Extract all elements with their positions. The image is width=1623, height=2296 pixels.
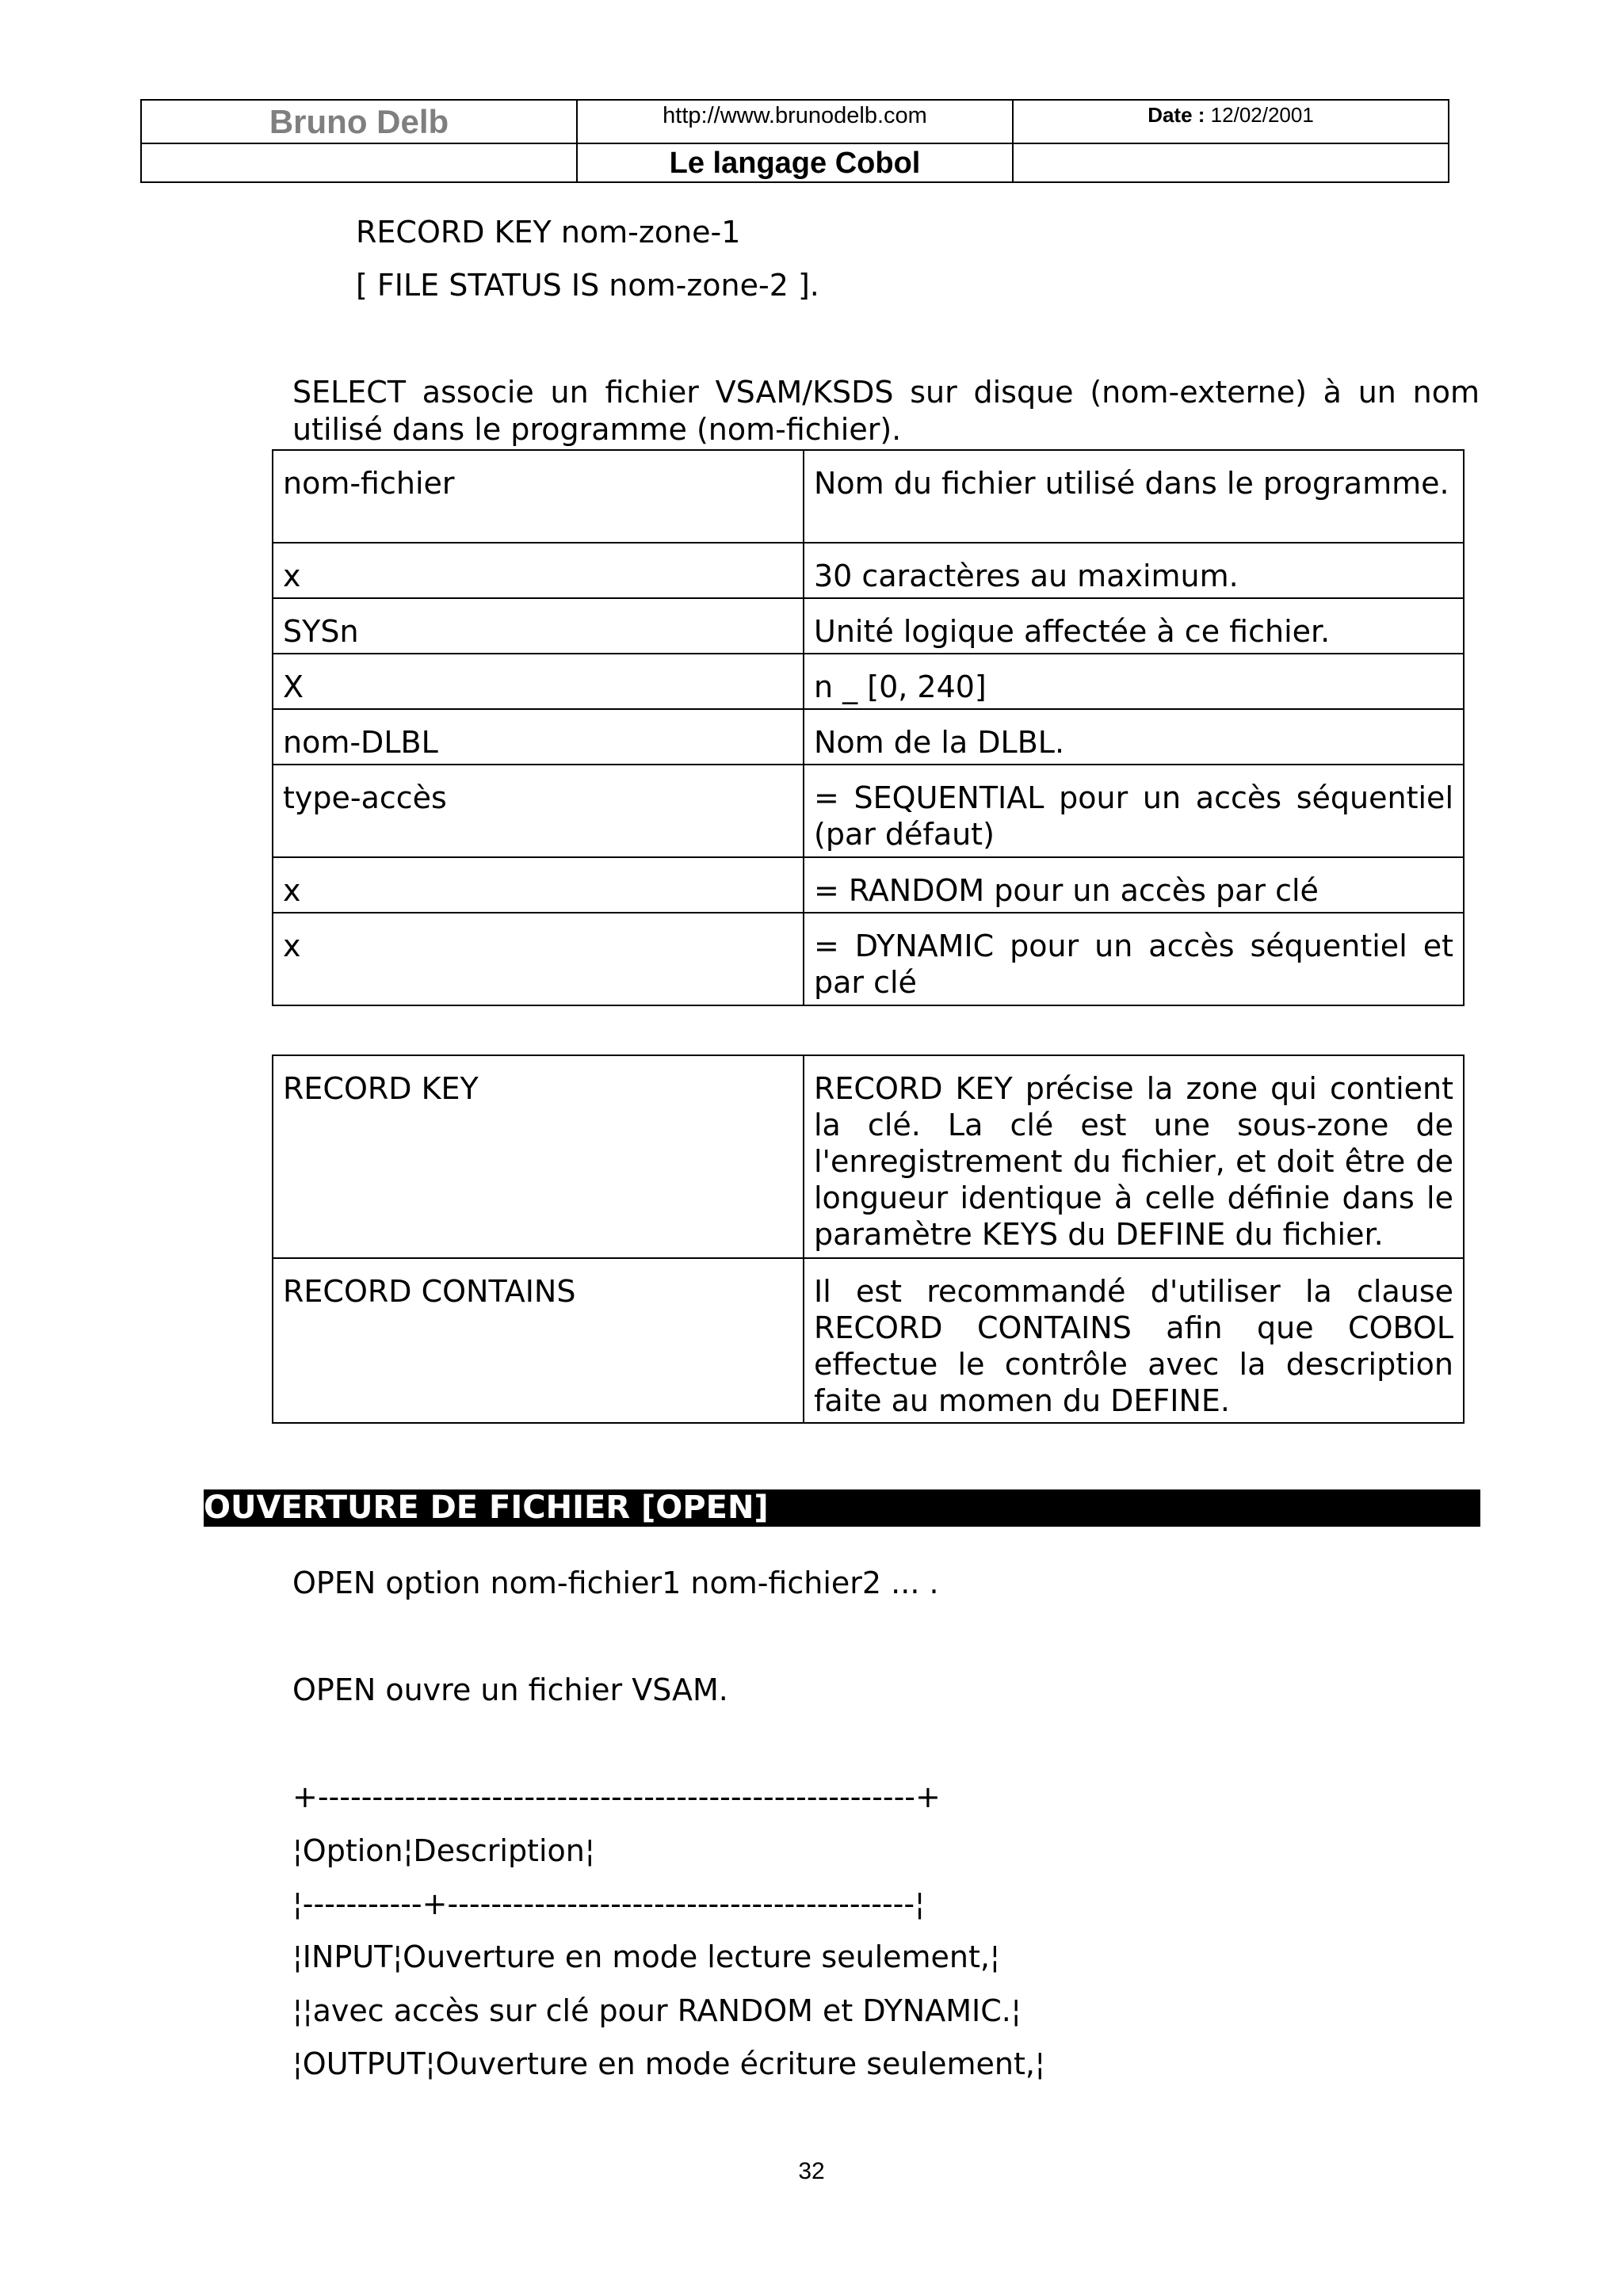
table-cell-desc: n _ [0, 240] xyxy=(804,654,1464,709)
parameter-table xyxy=(272,449,1465,1006)
table-cell-desc: = SEQUENTIAL pour un accès séquentiel (par défaut) xyxy=(804,765,1464,857)
record-clause-table xyxy=(272,1055,1465,1424)
table-cell-term: x xyxy=(273,543,804,598)
table-cell-desc: Nom de la DLBL. xyxy=(804,709,1464,765)
table-cell-term: X xyxy=(273,654,804,709)
header-author: Bruno Delb xyxy=(269,103,449,140)
table-cell-term: RECORD CONTAINS xyxy=(273,1258,804,1423)
table-cell-desc: 30 caractères au maximum. xyxy=(804,543,1464,598)
page-header xyxy=(140,99,1449,183)
table-cell-desc: = DYNAMIC pour un accès séquentiel et par clé xyxy=(804,913,1464,1005)
table-cell-term: x xyxy=(273,913,804,1005)
header-date-value: 12/02/2001 xyxy=(1210,103,1314,127)
header-date xyxy=(1014,101,1448,143)
table-row xyxy=(273,857,1464,913)
header-date-label: Date : xyxy=(1148,103,1205,127)
table-cell-desc: Il est recommandé d'utiliser la clause RECORD CONTAINS afin que COBOL effectue le contrôle avec la description faite au momen du DEFINE. xyxy=(804,1258,1464,1423)
ascii-table-line: ¦OUTPUT¦Ouverture en mode écriture seulement,¦ xyxy=(292,2046,1045,2081)
table-cell-term: x xyxy=(273,857,804,913)
open-syntax: OPEN option nom-fichier1 nom-fichier2 ... . xyxy=(292,1566,939,1600)
table-cell-desc: RECORD KEY précise la zone qui contient la clé. La clé est une sous-zone de l'enregistrement du fichier, et doit être de longueur identique à celle définie dans le paramètre KEYS du DEFINE du fichier. xyxy=(804,1055,1464,1258)
ascii-table-line: ¦Option¦Description¦ xyxy=(292,1833,595,1868)
table-cell-desc: Unité logique affectée à ce fichier. xyxy=(804,598,1464,654)
ascii-table-line: ¦INPUT¦Ouverture en mode lecture seulement,¦ xyxy=(292,1939,1000,1974)
table-cell-desc: = RANDOM pour un accès par clé xyxy=(804,857,1464,913)
table-row xyxy=(273,709,1464,765)
table-row xyxy=(273,598,1464,654)
header-doc-title: Le langage Cobol xyxy=(669,147,921,180)
table-row xyxy=(273,1055,1464,1258)
ascii-table-line: ¦-----------+-------------------------------------------¦ xyxy=(292,1886,925,1921)
page-number: 32 xyxy=(798,2158,825,2184)
table-row xyxy=(273,1258,1464,1423)
section-heading: OUVERTURE DE FICHIER [OPEN] xyxy=(204,1489,1480,1527)
open-description: OPEN ouvre un fichier VSAM. xyxy=(292,1672,728,1707)
select-paragraph: SELECT associe un fichier VSAM/KSDS sur disque (nom-externe) à un nom utilisé dans le programme (nom-fichier). xyxy=(292,375,1480,447)
table-cell-term: RECORD KEY xyxy=(273,1055,804,1258)
table-row xyxy=(273,654,1464,709)
table-row xyxy=(273,765,1464,857)
table-cell-term: nom-fichier xyxy=(273,450,804,543)
syntax-line: RECORD KEY nom-zone-1 xyxy=(356,215,741,250)
syntax-line: [ FILE STATUS IS nom-zone-2 ]. xyxy=(356,268,819,303)
table-cell-desc: Nom du fichier utilisé dans le programme. xyxy=(804,450,1464,543)
ascii-table-line: +-------------------------------------------------------+ xyxy=(292,1779,941,1814)
table-row xyxy=(273,543,1464,598)
table-cell-term: type-accès xyxy=(273,765,804,857)
header-url: http://www.brunodelb.com xyxy=(663,103,927,128)
table-cell-term: nom-DLBL xyxy=(273,709,804,765)
table-cell-term: SYSn xyxy=(273,598,804,654)
table-row xyxy=(273,450,1464,543)
ascii-table-line: ¦¦avec accès sur clé pour RANDOM et DYNAMIC.¦ xyxy=(292,1993,1022,2028)
table-row xyxy=(273,913,1464,1005)
